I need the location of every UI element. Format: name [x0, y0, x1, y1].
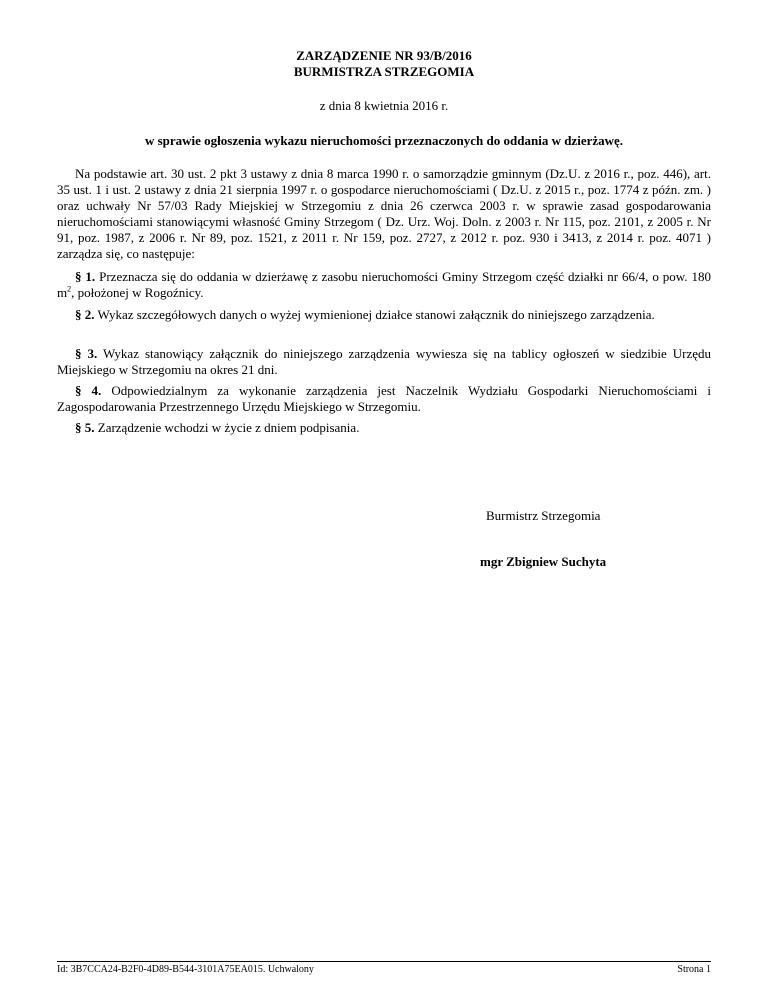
footer-divider [57, 961, 711, 962]
paragraph-5 [57, 420, 711, 436]
paragraph-4-label: § 4. [75, 383, 102, 398]
document-title-line2: BURMISTRZA STRZEGOMIA [293, 64, 475, 79]
paragraph-2-text: Wykaz szczegółowych danych o wyżej wymienionej działce stanowi załącznik do niniejszego zarządzenia. [94, 307, 655, 322]
document-subject: w sprawie ogłoszenia wykazu nieruchomości przeznaczonych do oddania w dzierżawę. [144, 133, 624, 148]
paragraph-1-text: Przeznacza się do oddania w dzierżawę z zasobu nieruchomości Gminy Strzegom część działki nr 66/4, o pow. 180 m [57, 269, 711, 300]
paragraph-2-label: § 2. [75, 307, 95, 322]
signature-title: Burmistrz Strzegomia [486, 508, 601, 523]
document-date: z dnia 8 kwietnia 2016 r. [319, 98, 449, 113]
paragraph-5-text: Zarządzenie wchodzi w życie z dniem podpisania. [94, 420, 360, 435]
paragraph-2 [57, 307, 711, 323]
paragraph-1-text-end: , położonej w Rogoźnicy. [71, 285, 204, 300]
paragraph-3 [57, 346, 711, 378]
footer-page-number: Strona 1 [677, 964, 711, 975]
signature-name: mgr Zbigniew Suchyta [480, 554, 607, 569]
preamble: Na podstawie art. 30 ust. 2 pkt 3 ustawy z dnia 8 marca 1990 r. o samorządzie gminnym (Dz.U. z 2016 r., poz. 446), art. 35 ust. 1 i ust. 2 ustawy z dnia 21 sierpnia 1997 r. o gospodarce nieruchomościami ( Dz.U. z 2015 r., poz. 1774 z późn. zm. ) oraz uchwały Nr 57/03 Rady Miejskiej w Strzegomiu z dnia 26 czerwca 2003 r. w sprawie zasad gospodarowania nieruchomościami stanowiącymi własność Gminy Strzegom ( Dz. Urz. Woj. Doln. z 2003 r. Nr 115, poz. 2101, z 2005 r. Nr 91, poz. 1987, z 2006 r. Nr 89, poz. 1521, z 2011 r. Nr 159, poz. 2727, z 2012 r. poz. 930 i 3413, z 2014 r. poz. 4071 ) zarządza się, co następuje: [57, 166, 711, 261]
paragraph-5-label: § 5. [75, 420, 95, 435]
paragraph-3-text: Wykaz stanowiący załącznik do niniejszego zarządzenia wywiesza się na tablicy ogłoszeń w siedzibie Urzędu Miejskiego w Strzegomiu na okres 21 dni. [57, 346, 711, 377]
footer-document-id: Id: 3B7CCA24-B2F0-4D89-B544-3101A75EA015. Uchwalony [57, 964, 314, 975]
paragraph-1 [57, 269, 711, 301]
paragraph-4 [57, 383, 711, 415]
paragraph-3-label: § 3. [75, 346, 98, 361]
document-title-line1: ZARZĄDZENIE NR 93/B/2016 [296, 48, 472, 63]
paragraph-1-superscript: 2 [67, 284, 72, 294]
paragraph-4-text: Odpowiedzialnym za wykonanie zarządzenia jest Naczelnik Wydziału Gospodarki Nieruchomościami i Zagospodarowania Przestrzennego Urzędu Miejskiego w Strzegomiu. [57, 383, 711, 414]
paragraph-1-label: § 1. [75, 269, 96, 284]
